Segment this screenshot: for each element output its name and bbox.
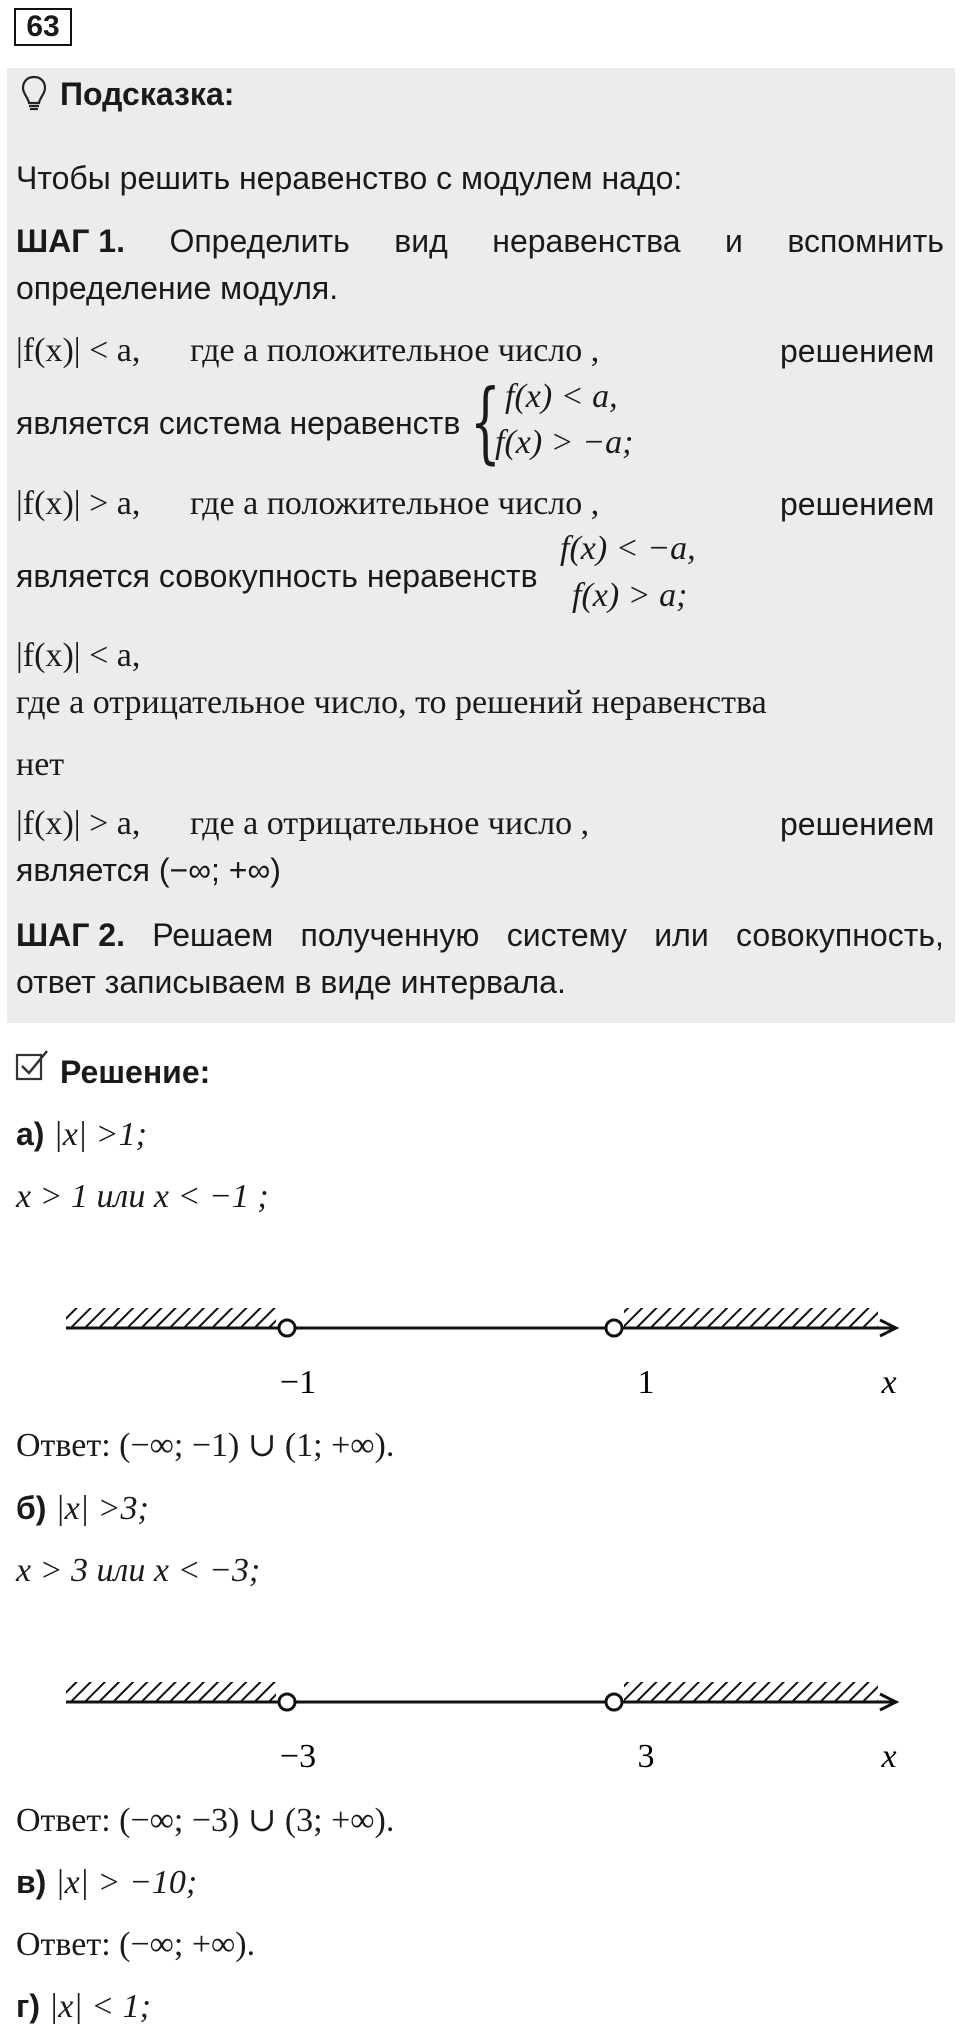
step2-line1 <box>16 917 944 954</box>
case2-middle: где a положительное число , <box>190 485 600 522</box>
part-a-answer: Ответ: (−∞; −1) ∪ (1; +∞). <box>16 1427 395 1464</box>
step2-label: ШАГ 2. <box>16 917 125 953</box>
part-a-label: а) <box>16 1116 45 1152</box>
shaded-right-region <box>624 1308 878 1328</box>
part-b-answer: Ответ: (−∞; −3) ∪ (3; +∞). <box>16 1802 395 1839</box>
axis-variable-label: x <box>881 1738 897 1775</box>
hint-title: Подсказка: <box>60 76 235 112</box>
shaded-right-region <box>624 1682 878 1702</box>
step1-word: вид <box>394 223 448 259</box>
step2-word: полученную <box>300 917 480 953</box>
step2-word: совокупность, <box>735 917 944 953</box>
part-a-problem: |x| >1; <box>53 1116 147 1153</box>
part-c-line <box>16 1864 197 1902</box>
case4-line2: является (−∞; +∞) <box>16 852 281 888</box>
case2-set-line1: f(x) < −a, <box>560 530 696 567</box>
step1-word: неравенства <box>492 223 681 259</box>
part-c-answer: Ответ: (−∞; +∞). <box>16 1926 256 1963</box>
step1-word: Определить <box>169 223 350 259</box>
checkbox-checked-icon <box>14 1048 50 1084</box>
open-point-left <box>279 1694 295 1710</box>
part-d-label: г) <box>16 1988 40 2024</box>
brace-symbol: { <box>470 370 501 473</box>
step1-word: и <box>725 223 743 259</box>
number-line-b <box>0 1644 960 1784</box>
solution-title: Решение: <box>60 1054 211 1090</box>
case3-line3: нет <box>16 746 65 783</box>
shaded-left-region <box>66 1682 276 1702</box>
case4-right: решением <box>780 806 935 842</box>
case1-lead: является система неравенств <box>16 405 461 441</box>
case1-middle: где a положительное число , <box>190 332 600 369</box>
part-d-line <box>16 1988 151 2026</box>
right-point-label: 3 <box>637 1738 655 1775</box>
case1-right: решением <box>780 333 935 369</box>
case1-system-line1: f(x) < a, <box>505 378 618 415</box>
step2-word: Решаем <box>152 917 274 953</box>
step1-line1 <box>16 223 944 260</box>
case4-middle: где a отрицательное число , <box>190 805 590 842</box>
step1-line2: определение модуля. <box>16 270 339 306</box>
left-point-label: −3 <box>279 1738 317 1775</box>
step1-label: ШАГ 1. <box>16 223 125 259</box>
task-number: 63 <box>14 8 72 46</box>
case1-condition: |f(x)| < a, <box>16 332 141 369</box>
part-b-problem: |x| >3; <box>55 1490 149 1527</box>
number-line-a <box>0 1270 960 1410</box>
open-point-right <box>606 1320 622 1336</box>
left-point-label: −1 <box>279 1364 317 1401</box>
shaded-left-region <box>66 1308 276 1328</box>
case3-condition: |f(x)| < a, <box>16 637 141 674</box>
step2-word: систему <box>506 917 628 953</box>
case4-condition: |f(x)| > a, <box>16 805 141 842</box>
open-point-left <box>279 1320 295 1336</box>
case3-line2: где a отрицательное число, то решений неравенства <box>16 684 767 721</box>
right-point-label: 1 <box>637 1364 655 1401</box>
part-b-label: б) <box>16 1490 47 1526</box>
open-point-right <box>606 1694 622 1710</box>
part-d-problem: |x| < 1; <box>48 1988 151 2025</box>
part-b-transform: x > 3 или x < −3; <box>16 1552 261 1589</box>
part-a-line <box>16 1116 147 1154</box>
case2-set-line2: f(x) > a; <box>572 577 688 614</box>
case2-lead: является совокупность неравенств <box>16 558 538 594</box>
step1-word: вспомнить <box>787 223 944 259</box>
part-a-transform: x > 1 или x < −1 ; <box>16 1178 269 1215</box>
axis-variable-label: x <box>881 1364 897 1401</box>
case1-system-line2: f(x) > −a; <box>495 424 634 461</box>
part-c-problem: |x| > −10; <box>55 1864 198 1901</box>
lightbulb-icon <box>20 74 48 114</box>
case2-right: решением <box>780 486 935 522</box>
part-c-label: в) <box>16 1864 47 1900</box>
case2-condition: |f(x)| > a, <box>16 485 141 522</box>
step2-word: или <box>654 917 709 953</box>
hint-intro: Чтобы решить неравенство с модулем надо: <box>16 160 683 196</box>
part-b-line <box>16 1490 149 1528</box>
step2-line2: ответ записываем в виде интервала. <box>16 964 566 1000</box>
